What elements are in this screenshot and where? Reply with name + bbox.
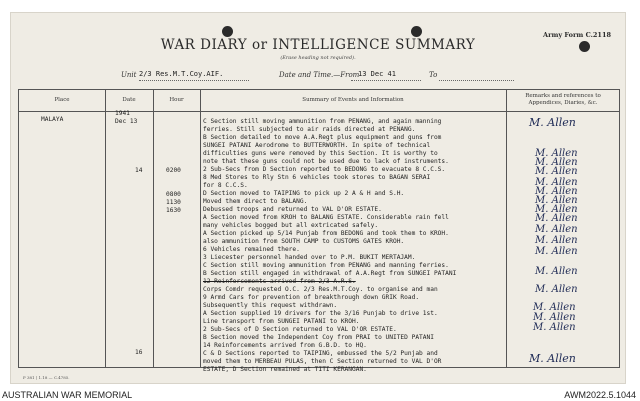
date-to-label: To: [429, 71, 438, 79]
place-cell: MALAYA: [41, 116, 64, 123]
document-title: WAR DIARY or INTELLIGENCE SUMMARY: [160, 37, 476, 53]
event-line: for 8 C.C.S.: [203, 182, 248, 189]
unit-value: 2/3 Res.M.T.Coy.AIF.: [139, 70, 224, 78]
hour-cell: 0200: [166, 167, 181, 174]
year-cell: 1941: [115, 110, 130, 117]
event-line: SUNGEI PATANI Aerodrome to BUTTERWORTH. In spite of technical: [203, 142, 431, 149]
diary-page: [10, 12, 626, 384]
event-line: 14 Reinforcements arrived from G.B.D. to HQ.: [203, 342, 367, 349]
event-line: D Section moved to TAIPING to pick up 2 A & H and S.H.: [203, 190, 405, 197]
signature: M. Allen: [535, 235, 578, 246]
archive-credit: AUSTRALIAN WAR MEMORIAL: [2, 390, 133, 400]
date-label: Date and Time.—From: [279, 71, 360, 79]
event-line: 2 Sub-Secs from D Section reported to BEDONG to evacuate 8 C.C.S.: [203, 166, 446, 173]
signature: M. Allen: [535, 148, 578, 159]
event-line: B Section still engaged in withdrawal of A.A.Regt from SUNGEI PATANI: [203, 270, 457, 277]
unit-underline: [139, 80, 249, 81]
date-cell: 14: [135, 167, 143, 174]
date-from-underline: [351, 80, 421, 81]
event-line: 6 Vehicles remained there.: [203, 246, 300, 253]
event-line: 8 Med Stores to Rly Stn 6 vehicles took stores to BAGAN SERAI: [203, 174, 431, 181]
hour-cell: 1130: [166, 199, 181, 206]
col-header-date: Date: [122, 97, 136, 103]
event-line: C Section still moving ammunition from PENANG and manning ferries.: [203, 262, 449, 269]
event-line: ferries. Still subjected to air raids directed at PENANG.: [203, 126, 416, 133]
diary-table: [18, 89, 620, 373]
printer-imprint: P 381 | 1.18 — C.4785.: [23, 375, 70, 380]
event-line: C Section still moving ammunition from PENANG, and again manning: [203, 118, 442, 125]
signature: M. Allen: [529, 352, 576, 365]
unit-label: Unit: [121, 71, 137, 79]
binder-hole: [222, 26, 233, 37]
event-line: many vehicles bogged but all extricated safely.: [203, 222, 379, 229]
signature: M. Allen: [535, 186, 578, 197]
remarks-column: [511, 112, 619, 367]
signature: M. Allen: [535, 266, 578, 277]
event-line: Line transport from SUNGEI PATANI to KROH.: [203, 318, 360, 325]
event-line: also ammunition from SOUTH CAMP to CUSTOMS GATES KROH.: [203, 238, 405, 245]
event-line: B Section moved the Independent Coy from PRAI to UNITED PATANI: [203, 334, 434, 341]
column-divider: [506, 90, 507, 367]
signature: M. Allen: [535, 213, 578, 224]
date-from-value: 13 Dec 41: [358, 70, 396, 78]
date-cell: Dec 13: [115, 118, 138, 125]
signature: M. Allen: [533, 302, 576, 313]
event-line: Moved them direct to BALANG.: [203, 198, 308, 205]
binder-hole: [411, 26, 422, 37]
event-line: moved them to MERBEAU PULAS, then C Section returned to VAL D'OR: [203, 358, 442, 365]
event-line: 3 Liecester personnel handed over to P.M. BUKIT MERTAJAM.: [203, 254, 416, 261]
signature: M. Allen: [533, 312, 576, 323]
col-header-summary: Summary of Events and Information: [302, 97, 404, 103]
signature: M. Allen: [533, 322, 576, 333]
event-line: Subsequently this request withdrawn.: [203, 302, 338, 309]
event-line: Corps Comdr requested O.C. 2/3 Res.M.T.Coy. to organise and man: [203, 286, 438, 293]
column-divider: [153, 90, 154, 367]
event-line: A Section picked up 5/14 Punjab from BEDONG and took them to KROH.: [203, 230, 449, 237]
signature: M. Allen: [535, 284, 578, 295]
event-line: C & D Sections reported to TAIPING, embussed the 5/2 Punjab and: [203, 350, 438, 357]
signature: M. Allen: [529, 116, 576, 129]
signature: M. Allen: [535, 204, 578, 215]
signature: M. Allen: [535, 166, 578, 177]
col-header-place: Place: [54, 97, 70, 103]
event-line: note that these guns could not be used due to lack of instruments.: [203, 158, 449, 165]
archive-reference: AWM2022.5.1044: [564, 390, 636, 400]
document-subtitle: (Erase heading not required).: [280, 55, 356, 61]
col-header-remarks: Remarks and references to Appendices, Diaries, &c.: [525, 93, 601, 106]
column-divider: [105, 90, 106, 367]
signature: M. Allen: [535, 177, 578, 188]
signature: M. Allen: [535, 195, 578, 206]
events-summary: [203, 118, 505, 373]
hour-cell: 0800: [166, 191, 181, 198]
date-cell: 16: [135, 349, 143, 356]
event-line: A Section supplied 19 drivers for the 3/16 Punjab to drive 1st.: [203, 310, 438, 317]
event-line: 9 Armd Cars for prevention of breakthrough down GRIK Road.: [203, 294, 420, 301]
signature: M. Allen: [535, 224, 578, 235]
event-line: ESTATE, D Section remained at TITI KERANGAN.: [203, 366, 367, 373]
col-header-hour: Hour: [169, 97, 184, 103]
event-line-struck: 12 Reinforcements arrived from 2/3 A.R.S.: [203, 278, 356, 285]
event-line: 2 Sub-Secs of D Section returned to VAL D'OR ESTATE.: [203, 326, 397, 333]
signature: M. Allen: [535, 157, 578, 168]
event-line: difficulties guns were removed by this Section. It is worthy to: [203, 150, 438, 157]
event-line: A Section moved from KROH to BALANG ESTATE. Considerable rain fell: [203, 214, 449, 221]
form-number: Army Form C.2118: [543, 31, 611, 39]
event-line: B Section detailed to move A.A.Regt plus equipment and guns from: [203, 134, 442, 141]
signature: M. Allen: [535, 246, 578, 257]
hour-cell: 1630: [166, 207, 181, 214]
event-line: Debussed troops and returned to VAL D'OR ESTATE.: [203, 206, 382, 213]
column-divider: [200, 90, 201, 367]
date-to-underline: [439, 80, 514, 81]
